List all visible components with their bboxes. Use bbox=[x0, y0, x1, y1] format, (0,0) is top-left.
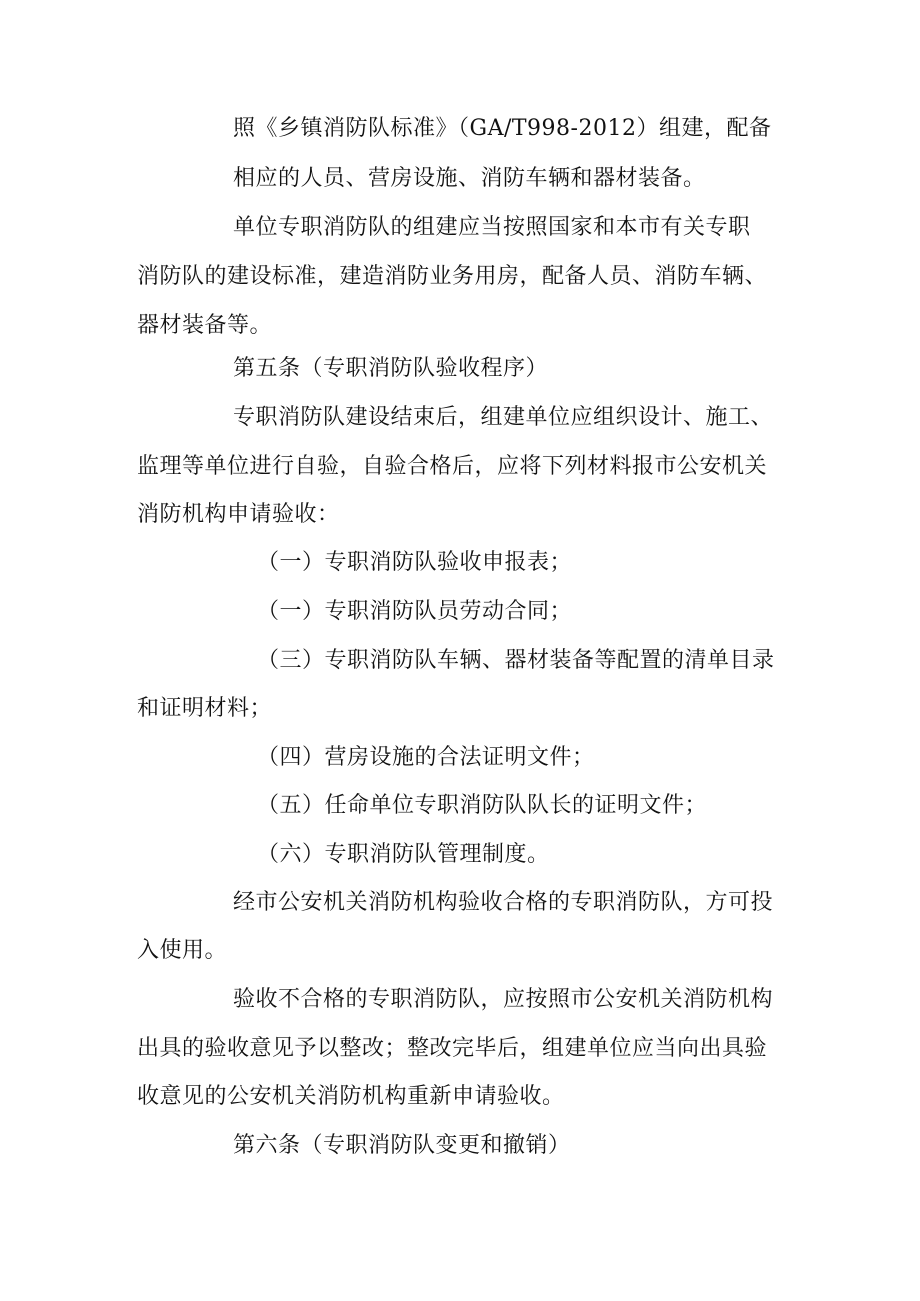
text-line: 消防队的建设标准，建造消防业务用房，配备人员、消防车辆、 bbox=[137, 264, 768, 289]
text-line: 验收不合格的专职消防队，应按照市公安机关消防机构 bbox=[233, 987, 774, 1012]
section-heading: 第五条（专职消防队验收程序） bbox=[233, 356, 549, 381]
text-line: 相应的人员、营房设施、消防车辆和器材装备。 bbox=[233, 166, 706, 191]
text-line: 经市公安机关消防机构验收合格的专职消防队，方可投 bbox=[233, 890, 774, 915]
section-heading: 第六条（专职消防队变更和撤销） bbox=[233, 1133, 571, 1158]
list-item: （五）任命单位专职消防队队长的证明文件； bbox=[257, 793, 708, 818]
list-item: （四）营房设施的合法证明文件； bbox=[257, 745, 595, 770]
text-line: 专职消防队建设结束后，组建单位应组织设计、施工、 bbox=[233, 405, 774, 430]
list-item: （一）专职消防队员劳动合同； bbox=[257, 599, 573, 624]
list-item: （一）专职消防队验收申报表； bbox=[257, 550, 573, 575]
text-line: 监理等单位进行自验，自验合格后，应将下列材料报市公安机关 bbox=[137, 454, 768, 479]
text-line: 单位专职消防队的组建应当按照国家和本市有关专职 bbox=[233, 215, 751, 240]
text-line: 入使用。 bbox=[137, 938, 228, 963]
text-line: 和证明材料； bbox=[137, 696, 273, 721]
text-line: 出具的验收意见予以整改；整改完毕后，组建单位应当向出具验 bbox=[137, 1036, 768, 1061]
list-item: （六）专职消防队管理制度。 bbox=[257, 842, 550, 867]
list-item: （三）专职消防队车辆、器材装备等配置的清单目录 bbox=[257, 648, 775, 673]
text-line: 照《乡镇消防队标准》（GA/T998-2012）组建，配备 bbox=[233, 116, 772, 141]
text-line: 器材装备等。 bbox=[137, 313, 273, 338]
text-line: 收意见的公安机关消防机构重新申请验收。 bbox=[137, 1084, 565, 1109]
text-line: 消防机构申请验收： bbox=[137, 502, 340, 527]
